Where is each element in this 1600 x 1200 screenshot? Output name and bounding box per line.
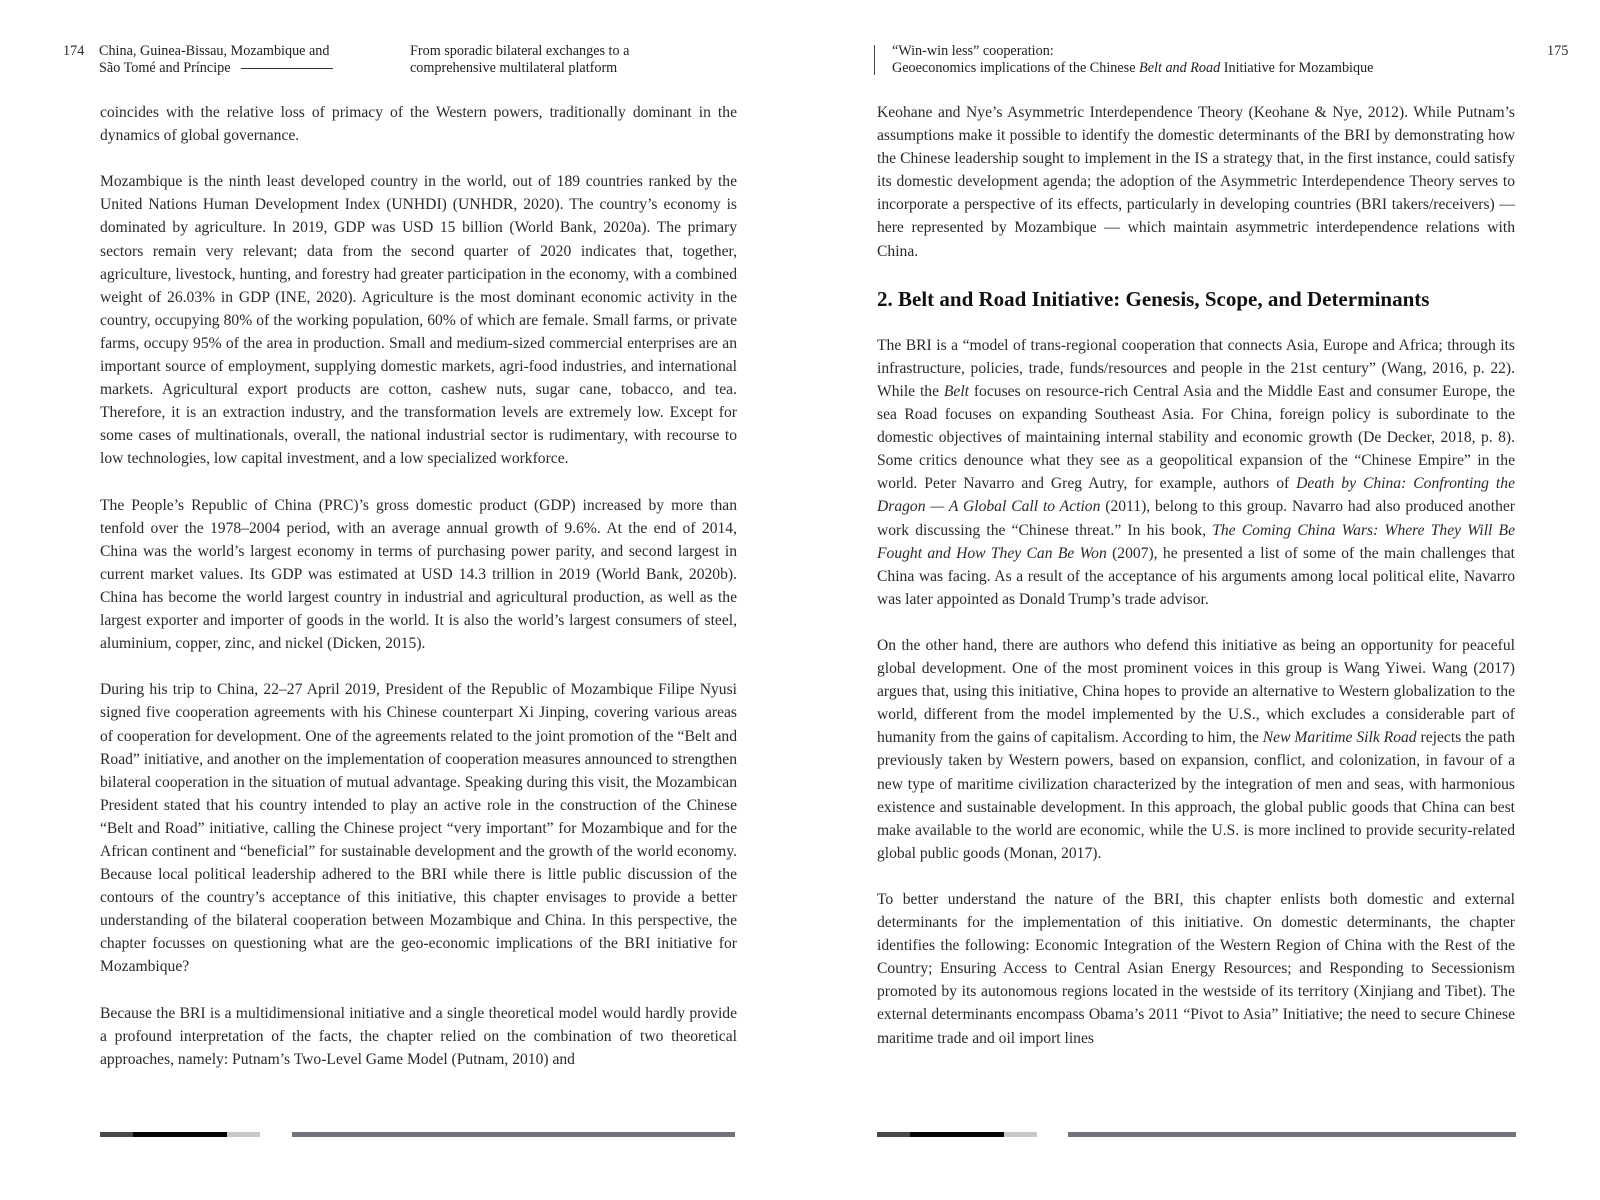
paragraph <box>877 334 1515 611</box>
paragraph: Because the BRI is a multidimensional initiative and a single theoretical model would hardly provide a profound interpretation of the facts, the chapter relied on the combination of two theoretical approaches, namely: Putnam’s Two-Level Game Model (Putnam, 2010) and <box>100 1004 737 1068</box>
footer-rule <box>292 1132 735 1137</box>
right-page <box>800 0 1600 1200</box>
section-title-line-1: From sporadic bilateral exchanges to a <box>410 43 630 59</box>
chapter-title-line-1: “Win-win less” cooperation: <box>892 43 1054 59</box>
footer-segment-black <box>910 1132 1004 1137</box>
book-title-italic: The Coming China Wars: Where They Will Be Fought and How They Can Be Won <box>877 521 1515 562</box>
section-title-line-2: comprehensive multilateral platform <box>410 60 618 76</box>
text-run: On the other hand, there are authors who defend this initiative as being an opportunity for peaceful global development. One of the most prominent voices in this group is Wang Yiwei. Wang (2017) argues that, using this initiative, China hopes to provide an alternative to Western globalization to the world, different from the model implemented by the U.S., which excludes a considerable part of humanity from the gains of capitalism. According to him, the <box>877 636 1515 747</box>
footer-segment-dark-gray <box>100 1132 133 1137</box>
chapter-title-italic: Belt and Road <box>1139 60 1221 76</box>
footer-segment-black <box>133 1132 227 1137</box>
running-header-chapter-title <box>892 43 1492 77</box>
text-run: (2007), he presented a list of some of the main challenges that China was facing. As a result of the acceptance of his arguments among local political elite, Navarro was later appointed as Donald Trump’s trade advisor. <box>877 544 1515 608</box>
paragraph: coincides with the relative loss of primacy of the Western powers, traditionally dominant in the dynamics of global governance. <box>100 104 737 145</box>
footer-segment-light-gray <box>227 1132 260 1137</box>
text-run: focuses on resource-rich Central Asia and the Middle East and consumer Europe, the sea Road focuses on expanding Southeast Asia. For China, foreign policy is subordinate to the domestic objectives of maintaining internal stability and economic growth (De Decker, 2018, p. 8). Some critics denounce what they see as a geopolitical expansion of the “Chinese Empire” in the world. Peter Navarro and Greg Autry, for example, authors of <box>877 382 1515 493</box>
paragraph: During his trip to China, 22–27 April 2019, President of the Republic of Mozambique Filipe Nyusi signed five cooperation agreements with his Chinese counterpart Xi Jinping, covering various areas of cooperation for development. One of the agreements related to the joint promotion of the “Belt and Road” initiative, and another on the implementation of cooperation measures announced to strengthen bilateral cooperation in the situation of mutual advantage. Speaking during this visit, the Mozambican President stated that his country intended to play an active role in the construction of the Chinese “Belt and Road” initiative, calling the Chinese project “very important” for Mozambique and for the African continent and “beneficial” for sustainable development and the growth of the world economy. Because local political leadership adhered to the BRI while there is little public discussion of the contours of the country’s acceptance of this initiative, this chapter envisages to provide a better understanding of the bilateral cooperation between Mozambique and China. In this perspective, the chapter focusses on questioning what are the geo-economic implications of the BRI initiative for Mozambique? <box>100 681 737 976</box>
italic-run: New Maritime Silk Road <box>1262 729 1417 747</box>
header-rule <box>241 68 333 69</box>
chapter-title-line-2 <box>892 60 1492 77</box>
paragraph: Keohane and Nye’s Asymmetric Interdependence Theory (Keohane & Nye, 2012). While Putnam’s assumptions make it possible to identify the domestic determinants of the BRI by demonstrating how the Chinese leadership sought to implement in the IS a strategy that, in the first instance, could satisfy its domestic development agenda; the adoption of the Asymmetric Interdependence Theory serves to incorporate a perspective of its effects, particularly in developing countries (BRI takers/receivers) — here represented by Mozambique — which maintain asymmetric interdependence relations with China. <box>877 104 1515 260</box>
footer-rule <box>1068 1132 1516 1137</box>
footer-progress-bar <box>100 1132 260 1137</box>
section-heading: 2. Belt and Road Initiative: Genesis, Scope, and Determinants <box>877 286 1430 311</box>
paragraph <box>877 634 1515 865</box>
page-number: 175 <box>1547 43 1569 59</box>
footer-progress-bar <box>877 1132 1037 1137</box>
text-run: (2011), belong to this group. Navarro had also produced another work discussing the “Chinese threat.” In his book, <box>877 498 1515 539</box>
running-header-book-title <box>99 43 359 77</box>
body-text <box>877 101 1515 1073</box>
page-number: 174 <box>63 43 85 59</box>
text-run: The BRI is a “model of trans-regional cooperation that connects Asia, Europe and Africa; through its infrastructure, policies, trade, funds/resources and people in the 21st century” (Wang, 2016, p. 22). While the <box>877 336 1515 400</box>
paragraph: The People’s Republic of China (PRC)’s gross domestic product (GDP) increased by more than tenfold over the 1978–2004 period, with an average annual growth of 9.6%. At the end of 2014, China was the world’s largest economy in terms of purchasing power parity, and second largest in current market values. Its GDP was estimated at USD 14.3 trillion in 2019 (World Bank, 2020b). China has become the world largest country in industrial and agricultural production, as well as the largest exporter and importer of goods in the world. It is also the world’s largest consumers of steel, aluminium, copper, zinc, and nickel (Dicken, 2015). <box>100 496 737 653</box>
chapter-title-text: Initiative for Mozambique <box>1220 60 1374 76</box>
header-vertical-rule <box>874 45 875 75</box>
paragraph: Mozambique is the ninth least developed country in the world, out of 189 countries ranked by the United Nations Human Development Index (UNHDI) (UNHDR, 2020). The country’s economy is dominated by agriculture. In 2019, GDP was USD 15 billion (World Bank, 2020a). The primary sectors remain very relevant; data from the second quarter of 2020 indicates that, together, agriculture, livestock, hunting, and forestry had greater participation in the economy, with a combined weight of 26.03% in GDP (INE, 2020). Agriculture is the most dominant economic activity in the country, occupying 80% of the working population, 60% of which are female. Small farms, or private farms, occupy 95% of the area in production. Small and medium-sized commercial enterprises are an important source of employment, supplying domestic markets, agri-food industries, and international markets. Agricultural export products are cotton, cashew nuts, sugar cane, tobacco, and tea. Therefore, it is an extraction industry, and the transformation levels are extremely low. Except for some cases of multinationals, overall, the national industrial sector is rudimentary, with recourse to low technologies, low capital investment, and a low specialized workforce. <box>100 173 737 468</box>
chapter-title-text: Geoeconomics implications of the Chinese <box>892 60 1140 76</box>
footer-segment-dark-gray <box>877 1132 910 1137</box>
italic-run: Belt <box>943 382 969 400</box>
text-run: rejects the path previously taken by Western powers, based on expansion, conflict, and colonization, in favour of a new type of maritime civilization characterized by the integration of men and seas, with harmonious existence and sustainable development. In this approach, the global public goods that China can best make available to the world are economic, while the U.S. is more inclined to provide security-related global public goods (Monan, 2017). <box>877 729 1515 862</box>
running-header-section-title <box>410 43 730 77</box>
footer-segment-light-gray <box>1004 1132 1037 1137</box>
book-title-italic: Death by China: Confronting the Dragon — A Global Call to Action <box>877 475 1515 516</box>
book-title-line-2: São Tomé and Príncipe <box>99 60 231 76</box>
book-title-line-1: China, Guinea-Bissau, Mozambique and <box>99 43 330 59</box>
body-text <box>100 101 737 1094</box>
paragraph: To better understand the nature of the BRI, this chapter enlists both domestic and external determinants for the implementation of this initiative. On domestic determinants, the chapter identifies the following: Economic Integration of the Western Region of China with the Rest of the Country; Ensuring Access to Central Asian Energy Resources; and Responding to Secessionism promoted by its autonomous regions located in the westside of its territory (Xinjiang and Tibet). The external determinants encompass Obama’s 2011 “Pivot to Asia” Initiative; the need to secure Chinese maritime trade and oil import lines <box>877 891 1515 1047</box>
